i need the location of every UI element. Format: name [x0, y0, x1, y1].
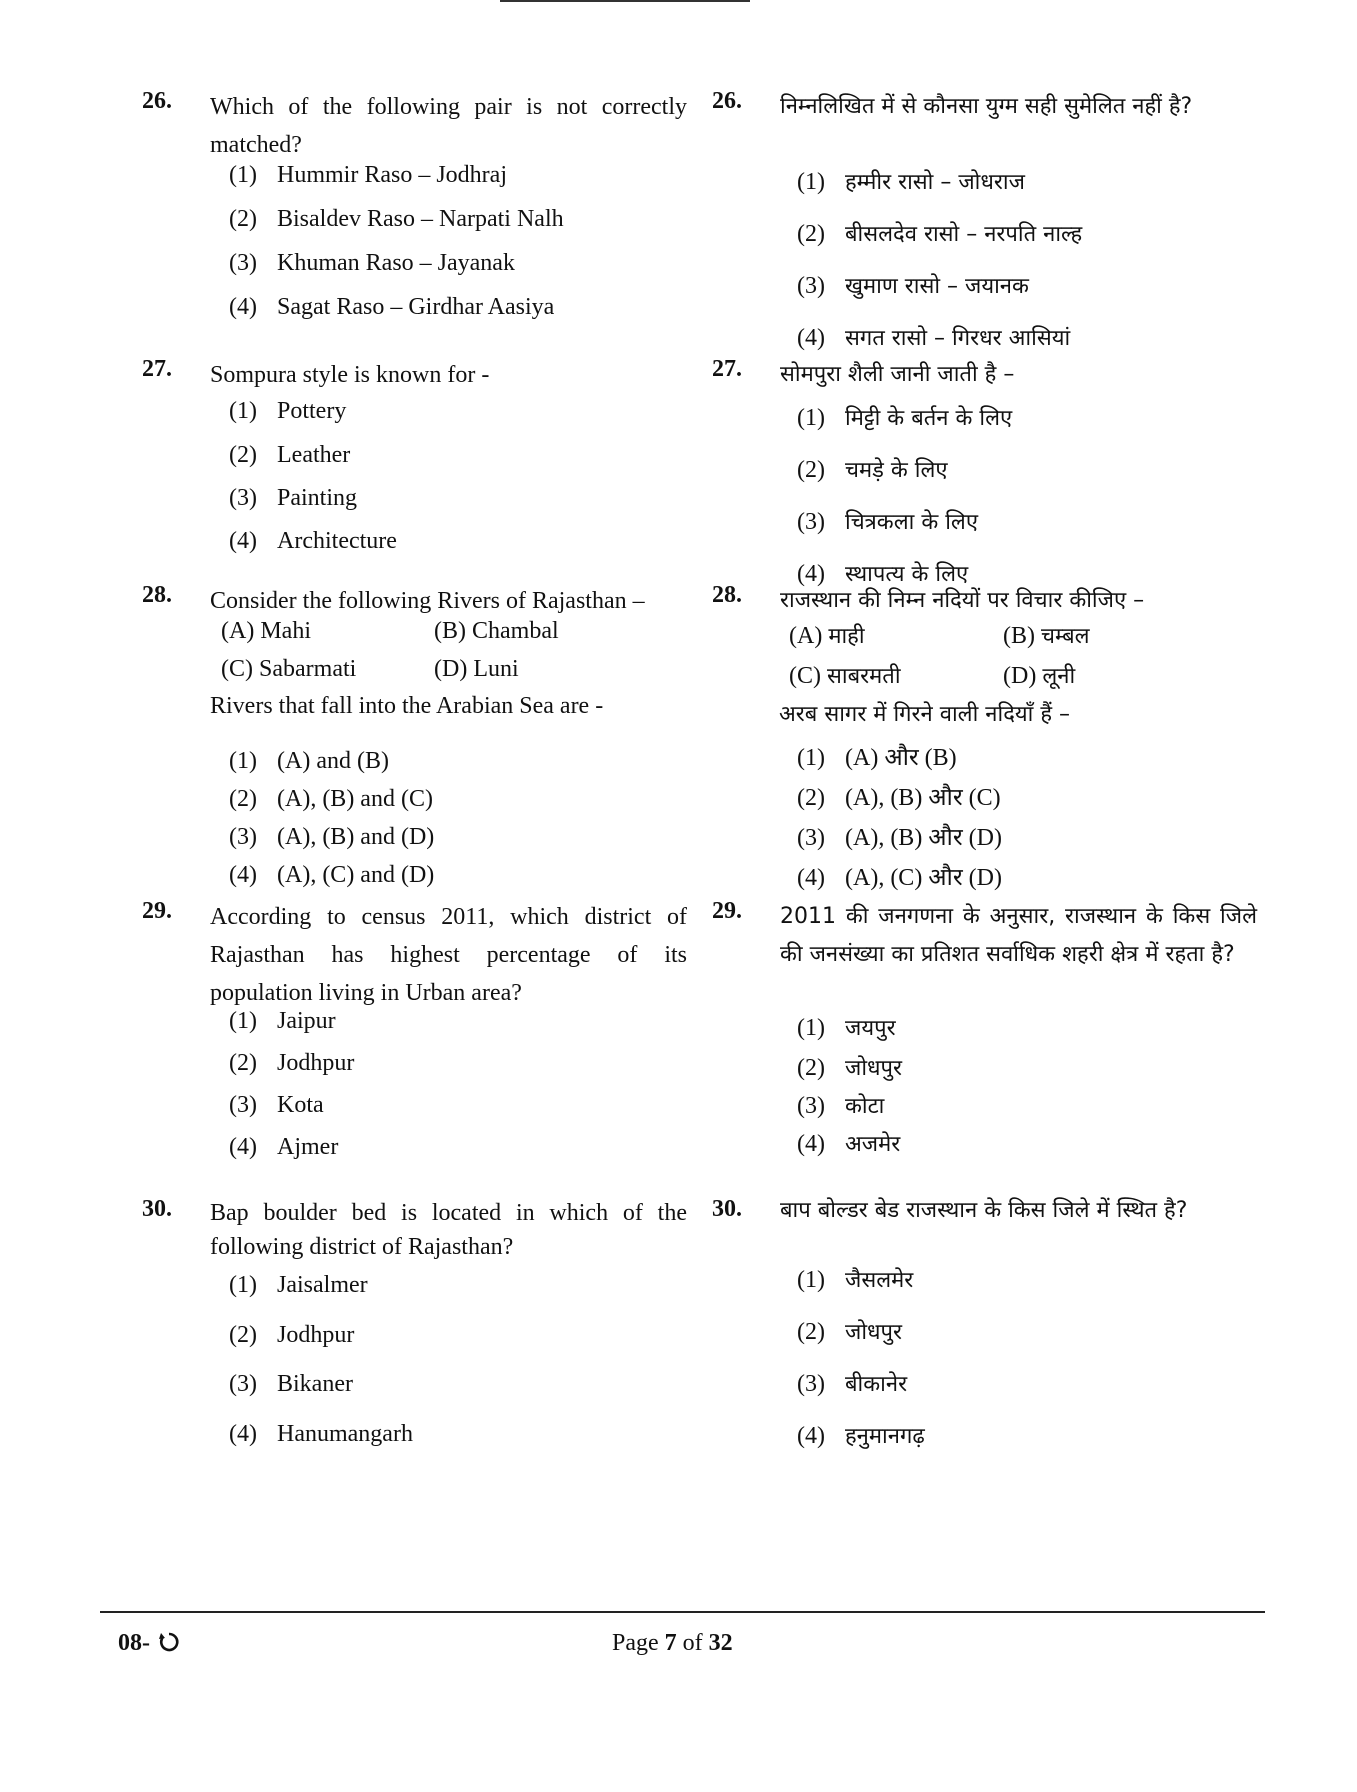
option-4: (4) सगत रासो – गिरधर आसियां: [797, 325, 1071, 351]
page-indicator: Page 7 of 32: [612, 1630, 733, 1656]
river-item-d: (D) लूनी: [1003, 663, 1076, 689]
question-text: Sompura style is known for -: [210, 362, 490, 388]
option-4: (4) हनुमानगढ़: [797, 1423, 925, 1449]
question-number: 28.: [142, 582, 172, 608]
question-number: 30.: [712, 1196, 742, 1222]
question-number: 27.: [142, 356, 172, 382]
booklet-code-text: 08-: [118, 1630, 150, 1656]
option-2: (2) Jodhpur: [229, 1322, 355, 1348]
question-number: 26.: [712, 88, 742, 114]
option-3: (3) Khuman Raso – Jayanak: [229, 250, 515, 276]
option-3: (3) Bikaner: [229, 1371, 353, 1397]
question-number: 28.: [712, 582, 742, 608]
option-2: (2) बीसलदेव रासो – नरपति नाल्ह: [797, 221, 1083, 247]
option-3: (3) चित्रकला के लिए: [797, 509, 978, 535]
river-item-a: (A) Mahi: [221, 618, 311, 644]
option-1: (1) Pottery: [229, 398, 347, 424]
question-text: Consider the following Rivers of Rajasthan –: [210, 588, 645, 614]
river-item-d: (D) Luni: [434, 656, 519, 682]
option-3: (3) Kota: [229, 1092, 324, 1118]
river-item-b: (B) चम्बल: [1003, 623, 1090, 649]
question-number: 27.: [712, 356, 742, 382]
option-3: (3) बीकानेर: [797, 1371, 908, 1397]
option-2: (2) जोधपुर: [797, 1319, 903, 1345]
option-4: (4) Sagat Raso – Girdhar Aasiya: [229, 294, 555, 320]
option-2: (2) (A), (B) and (C): [229, 786, 433, 812]
rotate-icon: [158, 1631, 180, 1660]
option-4: (4) स्थापत्य के लिए: [797, 561, 969, 587]
option-1: (1) जयपुर: [797, 1015, 896, 1041]
option-3: (3) खुमाण रासो – जयानक: [797, 273, 1029, 299]
option-4: (4) (A), (C) और (D): [797, 865, 1002, 891]
question-prompt: Rivers that fall into the Arabian Sea are -: [210, 693, 604, 719]
river-item-c: (C) Sabarmati: [221, 656, 357, 682]
question-text: According to census 2011, which district of Rajasthan has highest percentage of its population living in Urban area?: [210, 904, 687, 1006]
page-total: 32: [708, 1630, 733, 1656]
question-text: राजस्थान की निम्न नदियों पर विचार कीजिए –: [780, 588, 1145, 613]
option-4: (4) अजमेर: [797, 1131, 901, 1157]
river-item-a: (A) माही: [789, 623, 865, 649]
option-2: (2) Bisaldev Raso – Narpati Nalh: [229, 206, 564, 232]
option-3: (3) (A), (B) और (D): [797, 825, 1002, 851]
option-1: (1) Hummir Raso – Jodhraj: [229, 162, 507, 188]
question-prompt: अरब सागर में गिरने वाली नदियाँ हैं –: [779, 702, 1070, 727]
footer-rule: [100, 1611, 1265, 1613]
option-4: (4) Ajmer: [229, 1134, 339, 1160]
question-text: Which of the following pair is not correctly matched?: [210, 94, 687, 158]
option-2: (2) जोधपुर: [797, 1055, 903, 1081]
option-1: (1) (A) and (B): [229, 748, 389, 774]
question-text: सोमपुरा शैली जानी जाती है –: [780, 362, 1015, 387]
question-number: 29.: [712, 898, 742, 924]
option-4: (4) Hanumangarh: [229, 1421, 413, 1447]
river-item-c: (C) साबरमती: [789, 663, 901, 689]
option-1: (1) मिट्टी के बर्तन के लिए: [797, 405, 1013, 431]
question-text: Bap boulder bed is located in which of the following district of Rajasthan?: [210, 1200, 687, 1260]
booklet-code: [118, 1630, 180, 1660]
option-4: (4) (A), (C) and (D): [229, 862, 435, 888]
option-2: (2) चमड़े के लिए: [797, 457, 948, 483]
option-2: (2) Leather: [229, 442, 351, 468]
option-2: (2) Jodhpur: [229, 1050, 355, 1076]
option-1: (1) जैसलमेर: [797, 1267, 914, 1293]
option-1: (1) Jaisalmer: [229, 1272, 368, 1298]
option-4: (4) Architecture: [229, 528, 397, 554]
question-text: निम्नलिखित में से कौनसा युग्म सही सुमेलित नहीं है?: [780, 94, 1193, 119]
option-1: (1) हम्मीर रासो – जोधराज: [797, 169, 1025, 195]
question-number: 29.: [142, 898, 172, 924]
option-2: (2) (A), (B) और (C): [797, 785, 1001, 811]
option-3: (3) कोटा: [797, 1093, 885, 1119]
top-rule: [500, 0, 750, 2]
question-number: 26.: [142, 88, 172, 114]
question-text: बाप बोल्डर बेड राजस्थान के किस जिले में स्थित है?: [780, 1198, 1188, 1223]
option-3: (3) Painting: [229, 485, 358, 511]
option-3: (3) (A), (B) and (D): [229, 824, 435, 850]
question-text: 2011 की जनगणना के अनुसार, राजस्थान के किस जिले की जनसंख्या का प्रतिशत सर्वाधिक शहरी क्षेत्र में रहता है?: [780, 904, 1257, 967]
question-number: 30.: [142, 1196, 172, 1222]
page-current: 7: [664, 1630, 677, 1656]
river-item-b: (B) Chambal: [434, 618, 559, 644]
option-1: (1) Jaipur: [229, 1008, 336, 1034]
option-1: (1) (A) और (B): [797, 745, 957, 771]
